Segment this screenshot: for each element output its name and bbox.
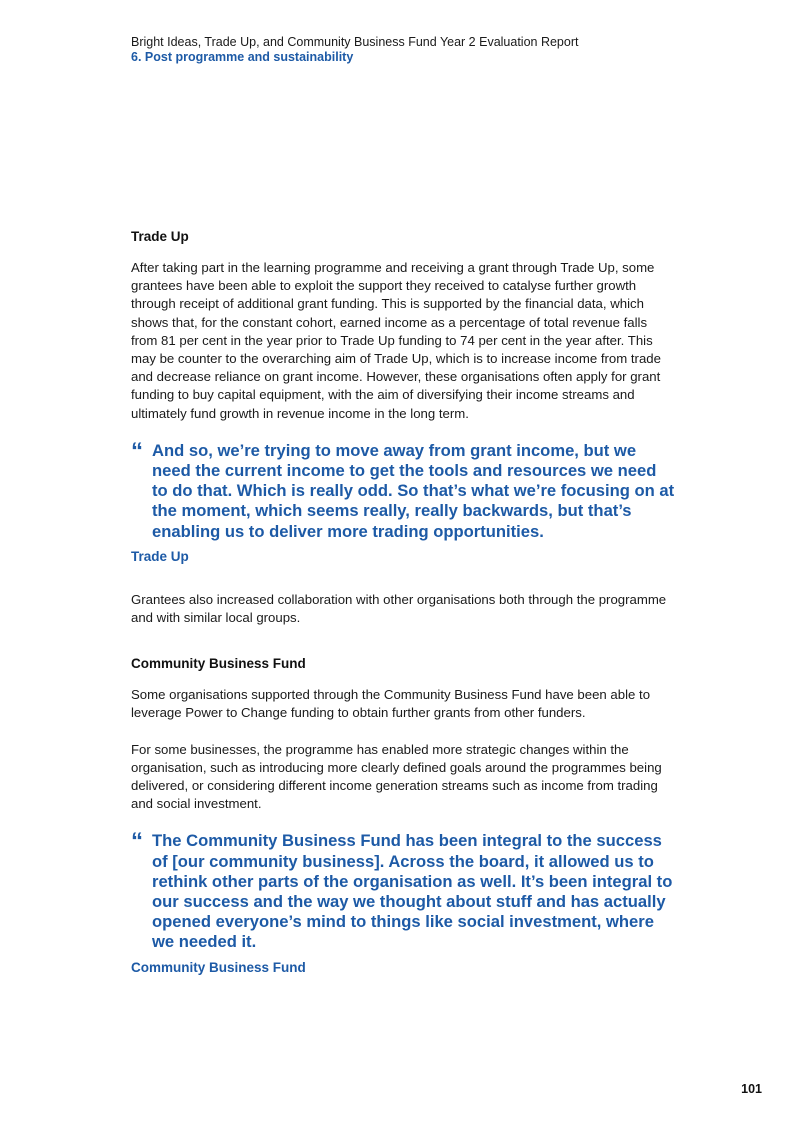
cbf-paragraph-1: Some organisations supported through the Community Business Fund have been able to leverage Power to Change funding to obtain further grants from other funders. xyxy=(131,687,651,721)
main-content xyxy=(131,228,676,976)
cbf-quote-attribution: Community Business Fund xyxy=(131,959,306,975)
cbf-paragraph-2: For some businesses, the programme has enabled more strategic changes within the organisation, such as introducing more clearly defined goals around the programmes being delivered, or considering different income generation streams such as income from trading and social investment. xyxy=(131,741,662,812)
trade-up-quote xyxy=(131,437,676,542)
page-number: 101 xyxy=(741,1082,762,1096)
quote-mark-icon: “ xyxy=(131,437,143,465)
quote-mark-icon: “ xyxy=(131,828,143,856)
section-title: 6. Post programme and sustainability xyxy=(131,50,354,64)
trade-up-paragraph-1: After taking part in the learning programme and receiving a grant through Trade Up, some grantees have been able to exploit the support they received to catalyse further growth through receipt of additional grant funding. This is supported by the financial data, which shows that, for the constant cohort, earned income as a percentage of total revenue falls from 81 per cent in the year prior to Trade Up funding to 74 per cent in the year after. This may be counter to the overarching aim of Trade Up, which is to increase income from trade and decrease reliance on grant income. However, these organisations often apply for grant funding to buy capital equipment, with the aim of diversifying their income streams and ultimately fund growth in revenue income in the long term. xyxy=(131,260,661,421)
trade-up-quote-text: And so, we’re trying to move away from grant income, but we need the current income to get the tools and resources we need to do that. Which is really odd. So that’s what we’re focusing on at the moment, which seems really, really backwards, but that’s enabling us to deliver more trading opportunities. xyxy=(152,440,675,541)
document-title: Bright Ideas, Trade Up, and Community Business Fund Year 2 Evaluation Report xyxy=(131,35,579,49)
trade-up-paragraph-2: Grantees also increased collaboration with other organisations both through the programme and with similar local groups. xyxy=(131,591,667,626)
cbf-quote xyxy=(131,828,676,952)
cbf-quote-text: The Community Business Fund has been integral to the success of [our community business]. Across the board, it allowed us to rethink other parts of the organisation as well. It’s been integral to our success and the way we thought about stuff and has actually opened everyone’s mind to things like social investment, where we needed it. xyxy=(152,831,673,952)
trade-up-heading: Trade Up xyxy=(131,229,189,244)
trade-up-quote-attribution: Trade Up xyxy=(131,548,189,564)
page-header xyxy=(131,35,578,65)
cbf-heading: Community Business Fund xyxy=(131,656,306,672)
